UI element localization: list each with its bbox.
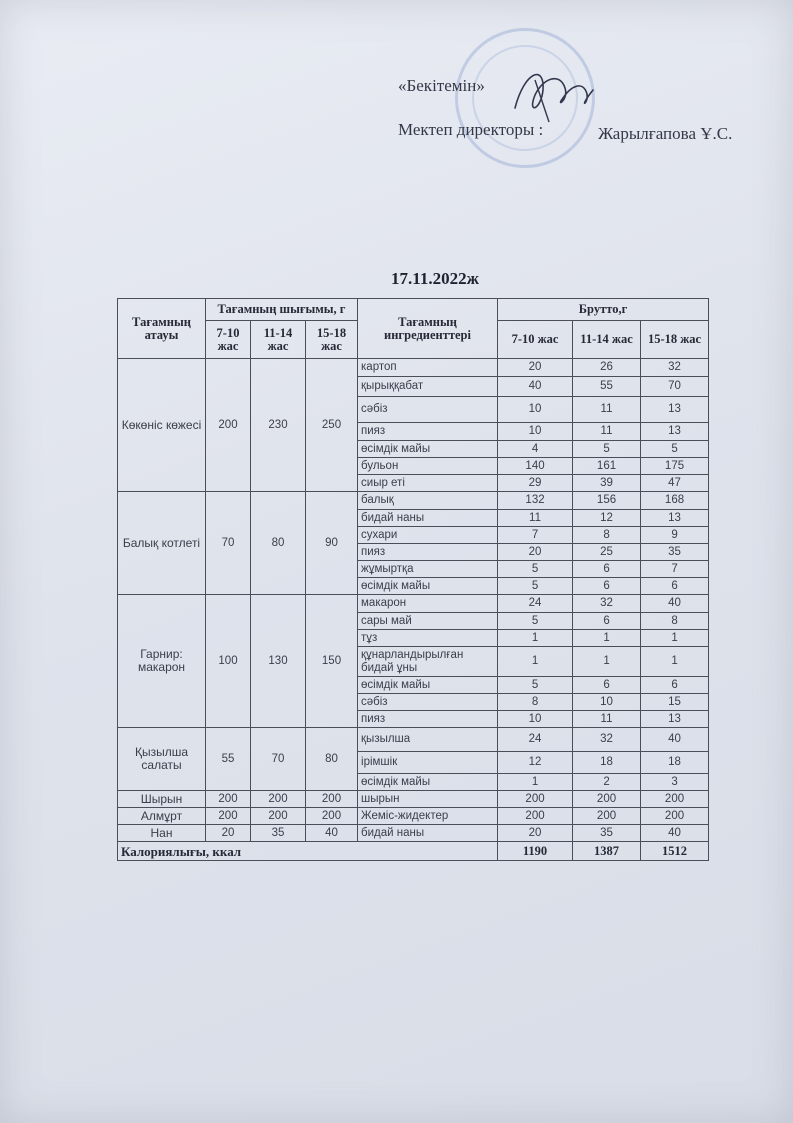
brutto-value: 10 (498, 423, 573, 441)
brutto-value: 40 (498, 377, 573, 397)
ingredient-name: өсімдік майы (358, 774, 498, 791)
calories-value: 1387 (573, 842, 641, 861)
brutto-age-15-18-header: 15-18 жас (641, 321, 709, 359)
ingredient-name: сиыр еті (358, 475, 498, 492)
brutto-value: 35 (641, 544, 709, 561)
brutto-value: 24 (498, 595, 573, 613)
brutto-value: 11 (573, 711, 641, 728)
dish-name: Алмұрт (118, 808, 206, 825)
dish-name: Қызылша салаты (118, 728, 206, 791)
brutto-value: 5 (498, 677, 573, 694)
brutto-value: 70 (641, 377, 709, 397)
ingredient-name: бульон (358, 458, 498, 475)
brutto-value: 26 (573, 359, 641, 377)
brutto-value: 1 (573, 647, 641, 677)
brutto-value: 7 (641, 561, 709, 578)
brutto-value: 9 (641, 527, 709, 544)
ingredient-name: пияз (358, 423, 498, 441)
brutto-value: 200 (573, 791, 641, 808)
brutto-value: 1 (498, 774, 573, 791)
ingredient-name: шырын (358, 791, 498, 808)
ingredient-name: сәбіз (358, 397, 498, 423)
brutto-value: 156 (573, 492, 641, 510)
brutto-value: 161 (573, 458, 641, 475)
brutto-value: 8 (573, 527, 641, 544)
dish-name: Шырын (118, 791, 206, 808)
dish-output-value: 80 (306, 728, 358, 791)
brutto-value: 6 (573, 613, 641, 630)
brutto-value: 32 (573, 728, 641, 752)
brutto-value: 40 (641, 728, 709, 752)
brutto-value: 140 (498, 458, 573, 475)
output-age-7-10-header: 7-10 жас (206, 321, 251, 359)
brutto-value: 20 (498, 825, 573, 842)
brutto-value: 4 (498, 441, 573, 458)
brutto-value: 132 (498, 492, 573, 510)
brutto-value: 7 (498, 527, 573, 544)
dish-name: Нан (118, 825, 206, 842)
dish-output-value: 35 (251, 825, 306, 842)
dish-output-value: 55 (206, 728, 251, 791)
brutto-value: 6 (573, 561, 641, 578)
output-age-15-18-header: 15-18 жас (306, 321, 358, 359)
brutto-value: 1 (641, 647, 709, 677)
brutto-value: 5 (498, 578, 573, 595)
brutto-value: 35 (573, 825, 641, 842)
brutto-value: 10 (498, 711, 573, 728)
brutto-value: 200 (573, 808, 641, 825)
brutto-value: 3 (641, 774, 709, 791)
dish-output-value: 90 (306, 492, 358, 595)
ingredient-name: өсімдік майы (358, 677, 498, 694)
brutto-value: 200 (641, 791, 709, 808)
ingredient-name: қызылша (358, 728, 498, 752)
brutto-value: 8 (641, 613, 709, 630)
output-header: Тағамның шығымы, г (206, 299, 358, 321)
brutto-value: 55 (573, 377, 641, 397)
table-row (118, 492, 709, 510)
brutto-value: 10 (498, 397, 573, 423)
ingredient-name: қырыққабат (358, 377, 498, 397)
dish-output-value: 130 (251, 595, 306, 728)
brutto-value: 10 (573, 694, 641, 711)
menu-date: 17.11.2022ж (391, 269, 479, 288)
brutto-value: 200 (498, 791, 573, 808)
brutto-value: 40 (641, 595, 709, 613)
menu-table (117, 298, 709, 861)
brutto-value: 1 (641, 630, 709, 647)
brutto-age-11-14-header: 11-14 жас (573, 321, 641, 359)
dish-name-header: Тағамның атауы (118, 299, 206, 359)
ingredient-name: сухари (358, 527, 498, 544)
brutto-value: 20 (498, 359, 573, 377)
brutto-value: 168 (641, 492, 709, 510)
brutto-value: 11 (498, 510, 573, 527)
brutto-value: 5 (641, 441, 709, 458)
dish-name: Көкөніс көжесі (118, 359, 206, 492)
output-age-11-14-header: 11-14 жас (251, 321, 306, 359)
brutto-value: 11 (573, 423, 641, 441)
brutto-value: 1 (498, 647, 573, 677)
brutto-value: 13 (641, 510, 709, 527)
brutto-value: 32 (573, 595, 641, 613)
table-row (118, 728, 709, 752)
brutto-value: 18 (641, 752, 709, 774)
dish-output-value: 230 (251, 359, 306, 492)
ingredients-header: Тағамның ингредиенттері (358, 299, 498, 359)
dish-output-value: 200 (306, 791, 358, 808)
brutto-value: 18 (573, 752, 641, 774)
brutto-value: 2 (573, 774, 641, 791)
brutto-value: 1 (498, 630, 573, 647)
brutto-value: 5 (498, 613, 573, 630)
ingredient-name: өсімдік майы (358, 578, 498, 595)
brutto-value: 200 (641, 808, 709, 825)
ingredient-name: сәбіз (358, 694, 498, 711)
brutto-value: 1 (573, 630, 641, 647)
director-label: Мектеп директоры : (398, 120, 544, 139)
ingredient-name: құнарландырылған бидай ұны (358, 647, 498, 677)
table-row (118, 791, 709, 808)
dish-output-value: 40 (306, 825, 358, 842)
dish-output-value: 100 (206, 595, 251, 728)
director-name: Жарылғапова Ұ.С. (598, 124, 733, 143)
dish-output-value: 70 (206, 492, 251, 595)
brutto-value: 24 (498, 728, 573, 752)
dish-output-value: 200 (306, 808, 358, 825)
ingredient-name: ірімшік (358, 752, 498, 774)
brutto-value: 13 (641, 397, 709, 423)
ingredient-name: бидай наны (358, 510, 498, 527)
brutto-value: 25 (573, 544, 641, 561)
menu-body (118, 359, 709, 861)
brutto-value: 6 (641, 677, 709, 694)
dish-output-value: 200 (206, 791, 251, 808)
table-row (118, 359, 709, 377)
brutto-value: 6 (573, 677, 641, 694)
ingredient-name: Жеміс-жидектер (358, 808, 498, 825)
dish-output-value: 200 (251, 808, 306, 825)
dish-output-value: 70 (251, 728, 306, 791)
ingredient-name: жұмыртқа (358, 561, 498, 578)
brutto-value: 200 (498, 808, 573, 825)
brutto-value: 12 (498, 752, 573, 774)
ingredient-name: макарон (358, 595, 498, 613)
ingredient-name: сары май (358, 613, 498, 630)
brutto-value: 40 (641, 825, 709, 842)
dish-name: Балық котлеті (118, 492, 206, 595)
brutto-value: 13 (641, 423, 709, 441)
ingredient-name: картоп (358, 359, 498, 377)
brutto-value: 20 (498, 544, 573, 561)
brutto-value: 6 (573, 578, 641, 595)
dish-output-value: 250 (306, 359, 358, 492)
ingredient-name: тұз (358, 630, 498, 647)
brutto-value: 47 (641, 475, 709, 492)
dish-output-value: 150 (306, 595, 358, 728)
brutto-value: 29 (498, 475, 573, 492)
table-row (118, 595, 709, 613)
dish-output-value: 200 (251, 791, 306, 808)
approval-heading: «Бекітемін» (398, 76, 485, 95)
table-row (118, 808, 709, 825)
brutto-value: 12 (573, 510, 641, 527)
brutto-value: 39 (573, 475, 641, 492)
brutto-header: Брутто,г (498, 299, 709, 321)
brutto-value: 5 (498, 561, 573, 578)
ingredient-name: пияз (358, 544, 498, 561)
calories-label: Калориялығы, ккал (118, 842, 498, 861)
brutto-value: 8 (498, 694, 573, 711)
brutto-value: 175 (641, 458, 709, 475)
brutto-age-7-10-header: 7-10 жас (498, 321, 573, 359)
calories-value: 1512 (641, 842, 709, 861)
brutto-value: 15 (641, 694, 709, 711)
brutto-value: 11 (573, 397, 641, 423)
total-row (118, 842, 709, 861)
dish-name: Гарнир: макарон (118, 595, 206, 728)
calories-value: 1190 (498, 842, 573, 861)
brutto-value: 32 (641, 359, 709, 377)
dish-output-value: 80 (251, 492, 306, 595)
ingredient-name: өсімдік майы (358, 441, 498, 458)
table-row (118, 825, 709, 842)
ingredient-name: пияз (358, 711, 498, 728)
brutto-value: 5 (573, 441, 641, 458)
brutto-value: 6 (641, 578, 709, 595)
brutto-value: 13 (641, 711, 709, 728)
ingredient-name: балық (358, 492, 498, 510)
dish-output-value: 20 (206, 825, 251, 842)
dish-output-value: 200 (206, 808, 251, 825)
dish-output-value: 200 (206, 359, 251, 492)
ingredient-name: бидай наны (358, 825, 498, 842)
